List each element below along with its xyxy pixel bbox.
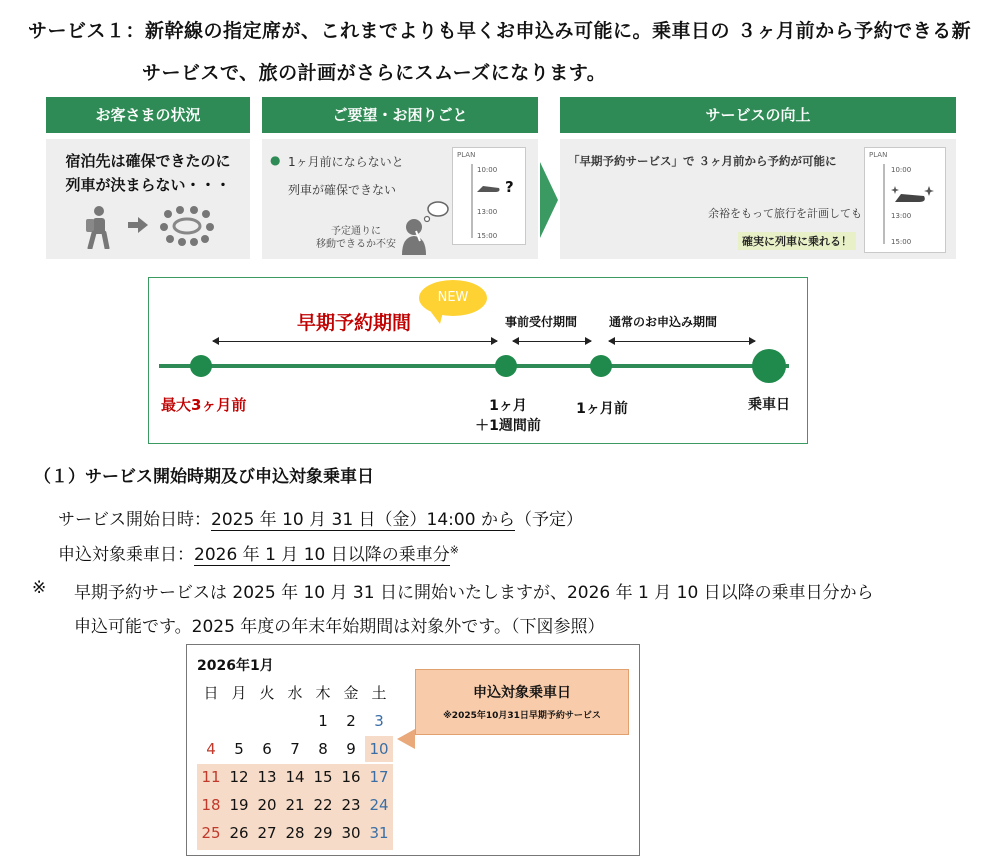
dot-3-months	[190, 355, 212, 377]
train-icon	[477, 184, 501, 194]
weekday-mon: 月	[231, 684, 247, 702]
callout-pointer	[397, 729, 415, 749]
request-text-2: 列車が確保できない	[288, 183, 397, 197]
timeline-box	[148, 277, 808, 444]
calendar-day: 2	[346, 712, 356, 730]
request-text-1: 1ヶ月前にならないと	[288, 155, 404, 169]
calendar-day: 3	[374, 712, 384, 730]
calendar-day: 1	[318, 712, 328, 730]
heading-line-1: サービス１：新幹線の指定席が、これまでよりも早くお申込み可能に。乗車日の ３ヶ月前から予約できる新	[28, 20, 972, 42]
calendar-day: 13	[257, 768, 277, 786]
situation-panel	[46, 97, 250, 259]
calendar-day: 6	[262, 740, 272, 758]
calendar-day: 31	[369, 824, 389, 842]
calendar	[186, 644, 640, 856]
calendar-day: 17	[369, 768, 389, 786]
service-start-suffix: （予定）	[514, 510, 583, 530]
label-1-month-1-week-line2: ＋1週間前	[475, 418, 541, 434]
traveler-icon	[84, 205, 114, 249]
calendar-day: 25	[201, 824, 221, 842]
early-period-label: 早期予約期間	[297, 312, 412, 334]
calendar-day: 15	[313, 768, 333, 786]
situation-text-1: 宿泊先は確保できたのに	[65, 152, 231, 170]
note-mark: ※	[32, 578, 47, 598]
target-date-row	[58, 540, 459, 565]
new-badge-tail	[431, 312, 443, 324]
dot-1-month	[590, 355, 612, 377]
weekday-fri: 金	[343, 684, 359, 702]
improvement-panel-title: サービスの向上	[560, 97, 956, 133]
request-plan-time-2: 13:00	[477, 208, 498, 216]
request-plan-time-3: 15:00	[477, 232, 498, 240]
worried-person-icon	[398, 201, 454, 255]
calendar-day: 5	[234, 740, 244, 758]
improvement-text-1: 「早期予約サービス」で ３ヶ月前から予約が可能に	[568, 154, 837, 168]
improvement-plan-label: PLAN	[869, 151, 888, 159]
service-start-row	[58, 505, 583, 530]
section-1-title: （１）サービス開始時期及び申込対象乗車日	[34, 467, 374, 487]
heading-line-2: サービスで、旅の計画がさらにスムーズになります。	[142, 62, 607, 84]
request-bullet: ●	[270, 153, 281, 167]
calendar-day: 10	[369, 740, 389, 758]
request-panel	[262, 97, 538, 259]
weekday-sun: 日	[203, 684, 219, 702]
timeline-line	[159, 364, 789, 368]
label-boarding-day: 乗車日	[748, 397, 790, 413]
weekday-wed: 水	[287, 684, 303, 702]
weekday-sat: 土	[371, 684, 387, 702]
calendar-day: 12	[229, 768, 249, 786]
label-max-3-months: 最大3ヶ月前	[161, 396, 247, 414]
calendar-day: 8	[318, 740, 328, 758]
callout-title: 申込対象乗車日	[473, 685, 571, 701]
calendar-day: 21	[285, 796, 305, 814]
calendar-day: 9	[346, 740, 356, 758]
calendar-day: 14	[285, 768, 305, 786]
advance-period-label: 事前受付期間	[505, 315, 578, 329]
improvement-text-3: 確実に列車に乗れる！	[738, 232, 856, 250]
calendar-day: 26	[229, 824, 249, 842]
request-plan-card	[452, 147, 526, 245]
request-note-2: 移動できるか不安	[316, 239, 396, 250]
note-line-2: 申込可能です。2025 年度の年末年始期間は対象外です。（下図参照）	[74, 617, 605, 637]
calendar-day: 7	[290, 740, 300, 758]
weekday-tue: 火	[259, 684, 275, 702]
service-start-value: 2025 年 10 月 31 日（金）14:00 から	[211, 510, 515, 530]
calendar-day: 16	[341, 768, 361, 786]
calendar-day: 24	[369, 796, 389, 814]
label-1-month-1-week-line1: 1ヶ月	[489, 398, 527, 414]
calendar-day: 30	[341, 824, 361, 842]
calendar-day: 18	[201, 796, 221, 814]
target-date-callout	[415, 669, 629, 735]
service-start-label: サービス開始日時：	[58, 510, 211, 530]
request-question-mark: ?	[505, 178, 514, 196]
calendar-day: 23	[341, 796, 361, 814]
calendar-day: 4	[206, 740, 216, 758]
note-line-1: 早期予約サービスは 2025 年 10 月 31 日に開始いたしますが、2026 年 1 月 10 日以降の乗車日分から	[74, 583, 874, 603]
callout-note: ※2025年10月31日早期予約サービス	[443, 711, 601, 721]
early-period-arrow	[213, 341, 497, 342]
new-badge: NEW	[419, 280, 487, 316]
improvement-plan-time-1: 10:00	[891, 166, 912, 174]
calendar-day: 11	[201, 768, 221, 786]
calendar-day: 28	[285, 824, 305, 842]
improvement-text-2: 余裕をもって旅行を計画しても	[708, 207, 862, 220]
target-date-mark: ※	[449, 543, 459, 557]
request-plan-label: PLAN	[457, 151, 476, 159]
calendar-day: 27	[257, 824, 277, 842]
advance-period-arrow	[513, 341, 591, 342]
flow-arrow-icon	[540, 162, 558, 238]
dot-boarding-day	[752, 349, 786, 383]
request-panel-title: ご要望・お困りごと	[262, 97, 538, 133]
request-note-1: 予定通りに	[331, 226, 381, 237]
calendar-day: 20	[257, 796, 277, 814]
calendar-day: 19	[229, 796, 249, 814]
crowd-icon	[158, 205, 216, 247]
normal-period-arrow	[609, 341, 755, 342]
calendar-title: 2026年1月	[197, 658, 274, 674]
calendar-day: 29	[313, 824, 333, 842]
improvement-panel	[560, 97, 956, 259]
request-plan-time-1: 10:00	[477, 166, 498, 174]
right-arrow-icon	[128, 217, 148, 233]
target-date-value: 2026 年 1 月 10 日以降の乗車分	[194, 545, 450, 565]
improvement-plan-card	[864, 147, 946, 253]
target-date-label: 申込対象乗車日：	[58, 545, 194, 565]
improvement-plan-time-2: 13:00	[891, 212, 912, 220]
sparkling-train-icon	[891, 184, 935, 208]
normal-period-label: 通常のお申込み期間	[609, 315, 718, 329]
situation-panel-title: お客さまの状況	[46, 97, 250, 133]
calendar-day: 22	[313, 796, 333, 814]
label-1-month: 1ヶ月前	[576, 401, 628, 417]
improvement-plan-time-3: 15:00	[891, 238, 912, 246]
weekday-thu: 木	[315, 684, 331, 702]
situation-text-2: 列車が決まらない・・・	[65, 176, 231, 194]
dot-1-month-1-week	[495, 355, 517, 377]
